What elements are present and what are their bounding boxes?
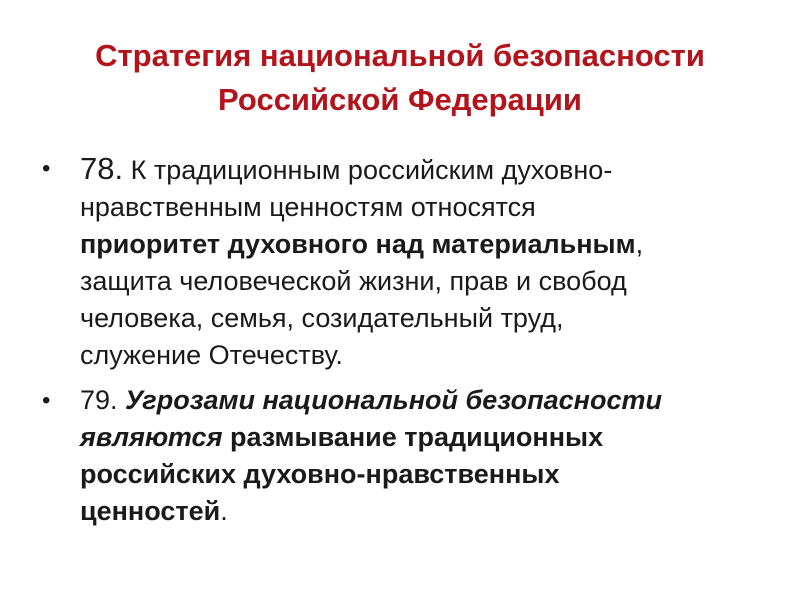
point-79-text-2: размывание традиционных xyxy=(222,422,604,452)
point-78-line-6: служение Отечеству. xyxy=(80,340,343,370)
point-79-verb: являются xyxy=(80,422,223,452)
point-79-text-4: ценностей xyxy=(80,496,221,526)
point-78-comma: , xyxy=(635,229,644,259)
point-79-line-2 xyxy=(80,419,760,456)
bullet-list xyxy=(40,150,760,538)
point-79-line-1 xyxy=(80,382,760,419)
bullet-point-79 xyxy=(40,382,760,530)
point-79-line-3: российских духовно-нравственных xyxy=(80,459,560,489)
point-78-line-2: нравственным ценностям относятся xyxy=(80,192,536,222)
point-78-line-1 xyxy=(80,150,760,189)
point-79-number: 79. xyxy=(80,385,118,415)
bullet-marker: • xyxy=(42,155,51,182)
point-79-period: . xyxy=(220,496,228,526)
point-78-emphasis: приоритет духовного над материальным xyxy=(80,229,636,259)
title-line-2: Российской Федерации xyxy=(218,82,582,117)
bullet-point-78 xyxy=(40,150,760,374)
point-78-text-1: К традиционным российским духовно- xyxy=(123,155,613,185)
point-78-line-4: защита человеческой жизни, прав и свобод xyxy=(80,266,627,296)
point-78-line-3 xyxy=(80,226,760,263)
title-line-1: Стратегия национальной безопасности xyxy=(95,38,705,73)
point-79-line-4 xyxy=(80,493,760,530)
bullet-marker: • xyxy=(42,387,51,414)
slide-title xyxy=(20,34,780,122)
point-78-number: 78. xyxy=(80,151,124,186)
point-79-threat-heading: Угрозами национальной безопасности xyxy=(117,385,662,415)
point-78-line-5: человека, семья, созидательный труд, xyxy=(80,303,564,333)
